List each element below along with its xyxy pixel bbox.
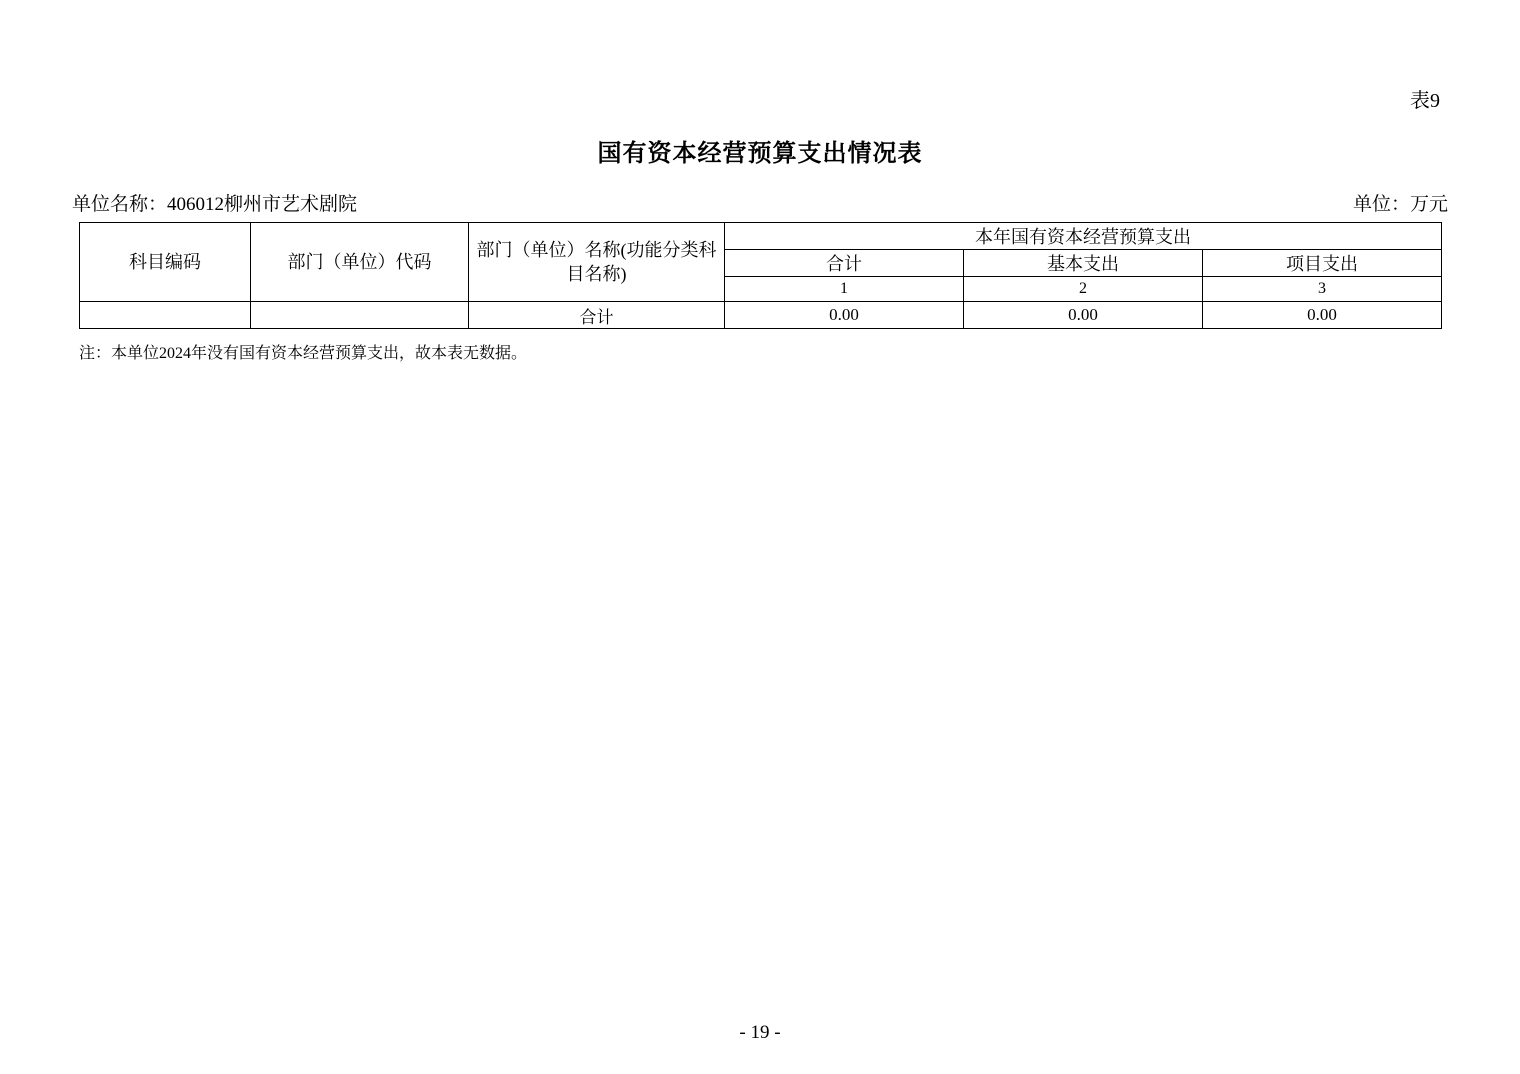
header-group-budget-expenditure: 本年国有资本经营预算支出	[725, 223, 1442, 250]
header-index-basic: 2	[964, 277, 1203, 302]
header-subject-code: 科目编码	[80, 223, 251, 302]
table-header-row-1	[80, 223, 1442, 250]
budget-table	[79, 222, 1442, 329]
cell-subject-code	[80, 302, 251, 329]
page-title: 国有资本经营预算支出情况表	[597, 139, 923, 167]
header-dept-name: 部门（单位）名称(功能分类科目名称)	[469, 223, 725, 302]
header-basic-expenditure: 基本支出	[964, 250, 1203, 277]
cell-total: 0.00	[725, 302, 964, 329]
sheet-label: 表9	[1410, 90, 1440, 112]
amount-unit-label: 单位：万元	[1352, 194, 1448, 215]
cell-dept-name: 合计	[469, 302, 725, 329]
cell-project: 0.00	[1203, 302, 1442, 329]
header-project-expenditure: 项目支出	[1203, 250, 1442, 277]
cell-basic: 0.00	[964, 302, 1203, 329]
unit-name-value: 406012柳州市艺术剧院	[167, 194, 358, 215]
header-dept-code: 部门（单位）代码	[251, 223, 469, 302]
table-row	[80, 302, 1442, 329]
header-total: 合计	[725, 250, 964, 277]
page-number: - 19 -	[739, 1022, 781, 1043]
table-note: 注：本单位2024年没有国有资本经营预算支出，故本表无数据。	[79, 345, 528, 362]
header-index-project: 3	[1203, 277, 1442, 302]
table-meta	[72, 189, 1448, 215]
cell-dept-code	[251, 302, 469, 329]
unit-name-block	[72, 189, 357, 216]
header-index-total: 1	[725, 277, 964, 302]
unit-name-label: 单位名称：	[72, 194, 168, 215]
